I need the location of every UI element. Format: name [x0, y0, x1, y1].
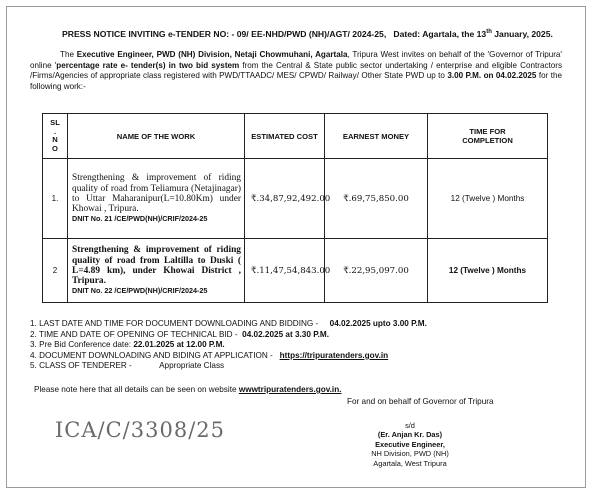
- table-row: [43, 239, 548, 303]
- schedule-label: 5. CLASS OF TENDERER -: [30, 361, 132, 371]
- work-description: Strengthening & improvement of riding quality of road from Teliamura (Netajinagar) to Uttar Maharanipur(L=10.80Km) under Khowai , Tripura.: [72, 173, 241, 215]
- earnest-money: ₹.69,75,850.00: [325, 159, 428, 239]
- row-number: 2: [43, 239, 68, 303]
- intro-text: from the Central & State public sector undertaking / enterprise and eligible Contractors /Firms/Agencies of appropriate class registered with PWD/TTAADC/ MES/ CPWD/ Railway/ Other State PWD up to: [30, 60, 562, 80]
- tender-number: PRESS NOTICE INVITING e-TENDER NO: - 09/ EE-NHD/PWD (NH)/AGT/ 2024-25,: [62, 29, 387, 39]
- intro-paragraph: [30, 50, 562, 92]
- estimated-cost: ₹.11,47,54,843.00: [245, 239, 325, 303]
- header-earnest: EARNEST MONEY: [325, 114, 428, 159]
- signatory-division: NH Division, PWD (NH): [371, 449, 449, 459]
- header-sl-part: .: [53, 126, 57, 136]
- issuing-place: Agartala: [312, 50, 348, 59]
- header-sl-part: SL: [50, 118, 60, 127]
- header-cost: ESTIMATED COST: [245, 114, 325, 159]
- issuing-officer: Executive Engineer, PWD (NH) Division, Netaji Chowmuhani,: [76, 50, 313, 59]
- handwritten-reference: ICA/C/3308/25: [55, 418, 225, 442]
- intro-text: for the following work:-: [30, 71, 562, 91]
- schedule-label: 4. DOCUMENT DOWNLOADING AND BIDING AT APPLICATION -: [30, 350, 273, 360]
- schedule-list: [30, 319, 427, 372]
- schedule-value: 04.02.2025 at 3.30 P.M.: [242, 329, 329, 339]
- signature-sd: s/d: [405, 421, 415, 430]
- note-text: Please note here that all details can be seen on website: [34, 385, 239, 394]
- signatory-name: (Er. Anjan Kr. Das): [377, 430, 443, 440]
- notice-date: Dated: Agartala, the 13: [393, 29, 487, 39]
- header-time: TIME FOR COMPLETION: [428, 114, 548, 159]
- header-work: NAME OF THE WORK: [68, 114, 245, 159]
- header-sl-no: [43, 114, 68, 159]
- completion-time: 12 (Twelve ) Months: [428, 159, 548, 239]
- completion-time: 12 (Twelve ) Months: [428, 239, 548, 303]
- tender-table: [42, 113, 548, 303]
- estimated-cost: ₹.34,87,92,492.00: [245, 159, 325, 239]
- schedule-label: 2. TIME AND DATE OF OPENING OF TECHNICAL BID -: [30, 329, 238, 339]
- schedule-label: 3. Pre Bid Conference date:: [30, 340, 134, 350]
- schedule-value: 22.01.2025 at 12.00 P.M.: [133, 340, 225, 350]
- work-name: [68, 239, 245, 303]
- date-superscript: th: [486, 29, 492, 36]
- list-item: [30, 361, 427, 372]
- list-item: [30, 319, 427, 330]
- list-item: [30, 330, 427, 341]
- on-behalf-line: For and on behalf of Governor of Tripura: [347, 397, 494, 406]
- schedule-value: 04.02.2025 upto 3.00 P.M.: [329, 319, 427, 328]
- work-description: Strengthening & improvement of riding quality of road from Laltilla to Duski ( L=4.89 km), under Khowai District , Tripura.: [72, 245, 241, 287]
- notice-date-rest: January, 2025.: [491, 29, 553, 39]
- schedule-label: 1. LAST DATE AND TIME FOR DOCUMENT DOWNLOADING AND BIDDING -: [30, 319, 319, 328]
- signature-block: [360, 421, 460, 468]
- list-item: [30, 340, 427, 351]
- list-item: [30, 351, 427, 362]
- header-sl-part: O: [52, 143, 58, 153]
- table-row: [43, 159, 548, 239]
- signatory-place: Agartala, West Tripura: [373, 458, 447, 468]
- notice-title: [62, 29, 553, 39]
- signatory-designation: Executive Engineer,: [375, 439, 445, 449]
- work-name: [68, 159, 245, 239]
- intro-deadline: 3.00 P.M. on 04.02.2025: [447, 71, 537, 80]
- dnit-number: DNIT No. 22 /CE/PWD(NH)/CRIF/2024-25: [72, 286, 208, 296]
- website-link[interactable]: wwwtripuratenders.gov.in.: [238, 385, 342, 394]
- earnest-money: ₹.22,95,097.00: [325, 239, 428, 303]
- header-sl-part: N: [52, 135, 58, 144]
- website-note: [34, 385, 342, 394]
- tender-type: percentage rate e- tender(s) in two bid system: [56, 60, 240, 70]
- dnit-number: DNIT No. 21 /CE/PWD(NH)/CRIF/2024-25: [72, 214, 208, 224]
- table-header-row: [43, 114, 548, 159]
- tender-portal-link[interactable]: https://tripuratenders.gov.in: [279, 350, 389, 360]
- row-number: 1.: [43, 159, 68, 239]
- schedule-value: Appropriate Class: [159, 361, 225, 371]
- intro-text: , Tripura West invites on behalf of the 'Governor of Tripura' online ': [30, 50, 562, 70]
- intro-text: The: [60, 50, 77, 59]
